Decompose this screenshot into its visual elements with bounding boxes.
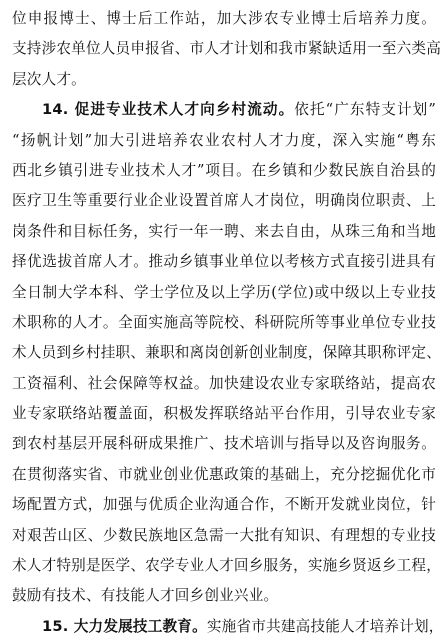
paragraph-text: 术人员到乡村挂职、兼职和离岗创新创业制度，保障其职称评定、 — [12, 344, 442, 362]
paragraph-text: 实施省市共建高技能人才培养计划， — [206, 617, 444, 635]
paragraph-line — [12, 308, 436, 338]
paragraph-line — [12, 460, 436, 490]
paragraph-text: 对艰苦山区、少数民族地区急需一大批有知识、有理想的专业技 — [12, 526, 436, 544]
paragraph-text: 术职称的人才。全面实施高等院校、科研院所等事业单位专业技 — [12, 313, 436, 331]
paragraph-text: “扬帆计划”加大引进培养农业农村人才力度，深入实施“粤东 — [12, 131, 436, 149]
paragraph-text: 在贯彻落实省、市就业创业优惠政策的基础上，充分挖掘优化市 — [12, 465, 436, 483]
paragraph-line — [12, 186, 436, 216]
paragraph-line — [12, 156, 436, 186]
paragraph-text: 岗条件和目标任务，实行一年一聘、来去自由，从珠三角和当地 — [12, 222, 436, 240]
paragraph-line — [12, 521, 436, 551]
section-heading-line — [12, 95, 436, 125]
paragraph-text: 鼓励有技术、有技能人才回乡创业兴业。 — [12, 587, 279, 605]
section-heading: 14. 促进专业技术人才向乡村流动。 — [42, 101, 295, 119]
paragraph-text: 场配置方式，加强与优质企业沟通合作，不断开发就业岗位，针 — [12, 496, 436, 514]
paragraph-text: 到农村基层开展科研成果推广、技术培训与指导以及咨询服务。 — [12, 435, 436, 453]
paragraph-text: 择优选拔首席人才。推动乡镇事业单位以考核方式直接引进具有 — [12, 253, 436, 271]
paragraph-text: 医疗卫生等重要行业企业设置首席人才岗位，明确岗位职责、上 — [12, 192, 436, 210]
paragraph-text: 工资福利、社会保障等权益。加快建设农业专家联络站，提高农 — [12, 374, 436, 392]
section-heading-line — [12, 612, 444, 642]
paragraph-text: 支持涉农单位人员申报省、市人才计划和我市紧缺适用一至六类高 — [12, 40, 442, 58]
paragraph-text: 全日制大学本科、学士学位及以上学历(学位)或中级以上专业技 — [12, 283, 436, 301]
paragraph-line — [12, 126, 436, 156]
paragraph-line — [12, 65, 436, 95]
section-heading: 15. 大力发展技工教育。 — [42, 617, 207, 635]
paragraph-text: 西北乡镇引进专业技术人才”项目。在乡镇和少数民族自治县的 — [12, 161, 436, 179]
document-body — [12, 4, 444, 642]
paragraph-line — [12, 34, 442, 64]
paragraph-line — [12, 429, 436, 459]
paragraph-line — [12, 247, 436, 277]
paragraph-line — [12, 217, 436, 247]
paragraph-line — [12, 551, 442, 581]
paragraph-line — [12, 338, 442, 368]
paragraph-line — [12, 278, 436, 308]
paragraph-line — [12, 4, 436, 34]
document-page — [12, 4, 444, 642]
paragraph-text: 依托“广东特支计划” — [294, 101, 436, 119]
paragraph-text: 层次人才。 — [12, 70, 86, 88]
paragraph-line — [12, 399, 436, 429]
paragraph-text: 位申报博士、博士后工作站，加大涉农专业博士后培养力度。 — [12, 10, 436, 27]
paragraph-line — [12, 490, 436, 520]
paragraph-line — [12, 581, 436, 611]
paragraph-line — [12, 369, 436, 399]
paragraph-text: 业专家联络站覆盖面，积极发挥联络站平台作用，引导农业专家 — [12, 405, 436, 423]
paragraph-text: 术人才特别是医学、农学专业人才回乡服务，实施乡贤返乡工程， — [12, 557, 442, 575]
